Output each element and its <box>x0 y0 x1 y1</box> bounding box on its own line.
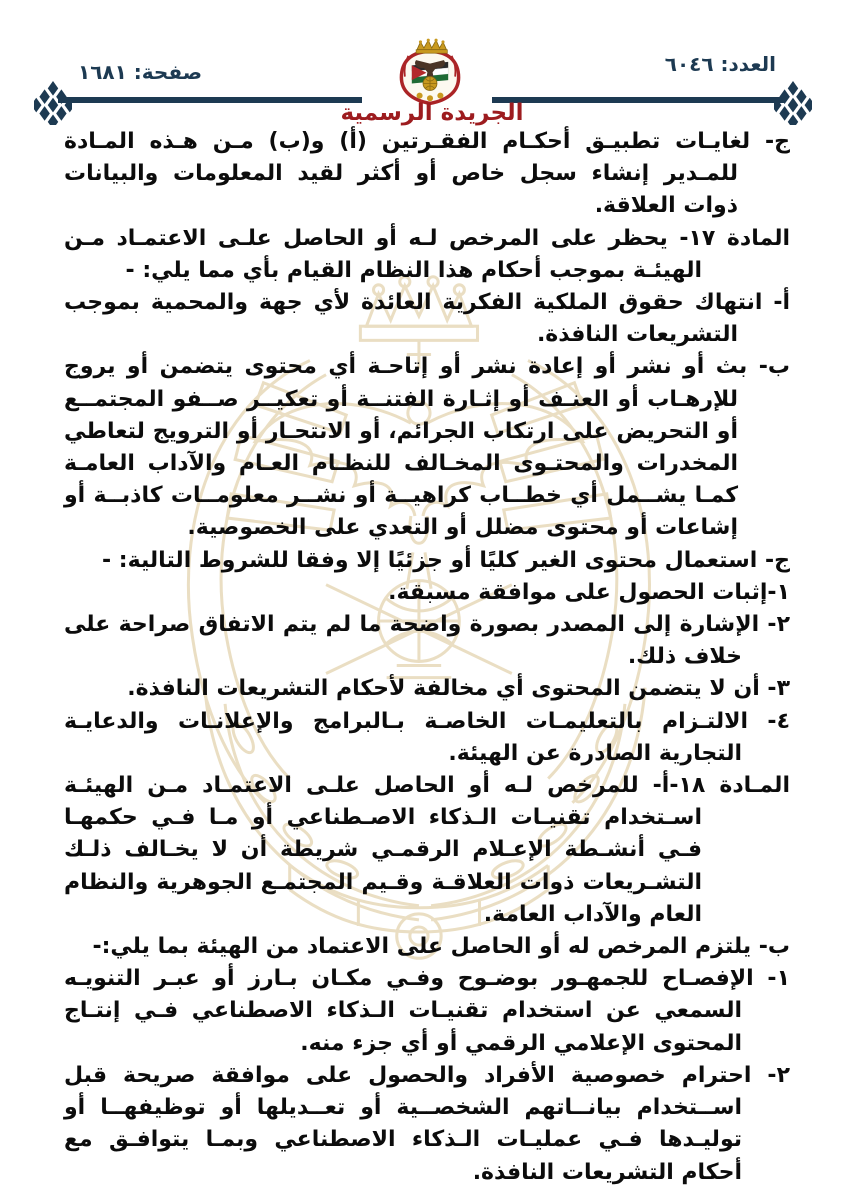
diamond-ornament-left <box>34 81 72 125</box>
article-17-c-2: ٢- الإشارة إلى المصدر بصورة واضحة ما لم يتم الاتفاق صراحة على خلاف ذلك. <box>64 612 790 670</box>
clause-c-prev-article: ج- لغايـات تطبيـق أحكـام الفقـرتين (أ) و(ب) مـن هـذه المـادة للمـدير إنشاء سجل خاص أو أكثر لقيد المعلومات والبيانات ذوات العلاقة. <box>64 129 790 219</box>
article-17-c-4: ٤- الالتـزام بالتعليمـات الخاصـة بـالبرامج والإعلانـات والدعايـة التجارية الصادرة عن الهيئة. <box>64 708 790 766</box>
article-17-item-b: ب- بث أو نشر أو إعادة نشر أو إتاحـة أي محتوى يتضمن أو يروج للإرهـاب أو العنـف أو إثـارة الفتنــة أو تعكيــر صــفو المجتمــع أو التحريض على ارتكاب الجرائم، أو الانتحـار أو الترويج لتعاطي المخدرات والمحتـوى المخـالف للنظـام العـام والآداب العامـة كمـا يشــمل أي خطــاب كراهيــة أو نشــر معلومــات كاذبــة أو إشاعات أو محتوى مضلل أو التعدي على الخصوصية. <box>64 354 790 541</box>
article-18-item-b: ب- يلتزم المرخص له أو الحاصل على الاعتماد من الهيئة بما يلي:- <box>92 934 790 960</box>
article-18-b-1: ١- الإفصـاح للجمهـور بوضـوح وفـي مكـان بـارز أو عبـر التنويـه السمعي عن استخدام تقنيـات الـذكاء الاصطناعي فـي إنتـاج المحتوى الإعلامي الرقمي أو أي جزء منه. <box>64 966 790 1056</box>
document-body <box>64 126 790 1189</box>
gazette-title: الجريدة الرسمية <box>340 100 524 126</box>
article-17-c-1: ١-إثبات الحصول على موافقة مسبقة. <box>388 579 790 605</box>
article-17: المادة ١٧- يحظر على المرخص لـه أو الحاصل علـى الاعتمـاد مـن الهيئـة بموجب أحكام هذا النظام القيام بأي مما يلي: - <box>64 225 791 283</box>
article-17-c-3: ٣- أن لا يتضمن المحتوى أي مخالفة لأحكام التشريعات النافذة. <box>127 676 790 702</box>
article-17-item-c: ج- استعمال محتوى الغير كليًا أو جزئيًا إلا وفقا للشروط التالية: - <box>102 547 790 573</box>
diamond-ornament-right <box>774 81 812 125</box>
issue-number: العدد: ٦٠٤٦ <box>664 52 776 76</box>
page-number: صفحة: ١٦٨١ <box>78 60 203 84</box>
article-17-item-a: أ- انتهاك حقوق الملكية الفكرية العائدة لأي جهة والمحمية بموجب التشريعات النافذة. <box>64 290 790 348</box>
article-18-b-2: ٢- احترام خصوصية الأفراد والحصول على موافقة صريحة قبل اســتخدام بيانــاتهم الشخصــية أو تعــديلها أو توظيفهــا أو توليـدها فـي عمليـات الـذكاء الاصطناعي وبمـا يتوافـق مع أحكام التشريعات النافذة. <box>64 1062 790 1185</box>
article-18: المـادة ١٨-أ- للمرخص لـه أو الحاصل علـى الاعتمـاد مـن الهيئـة اسـتخدام تقنيـات الـذكاء الاصـطناعي أو مـا فـي حكمهـا فـي أنشـطة الإعـلام الرقمـي شريطة أن لا يخـالف ذلـك التشـريعات ذوات العلاقـة وقـيم المجتمـع الجوهرية والنظام العام والآداب العامة. <box>64 773 790 927</box>
